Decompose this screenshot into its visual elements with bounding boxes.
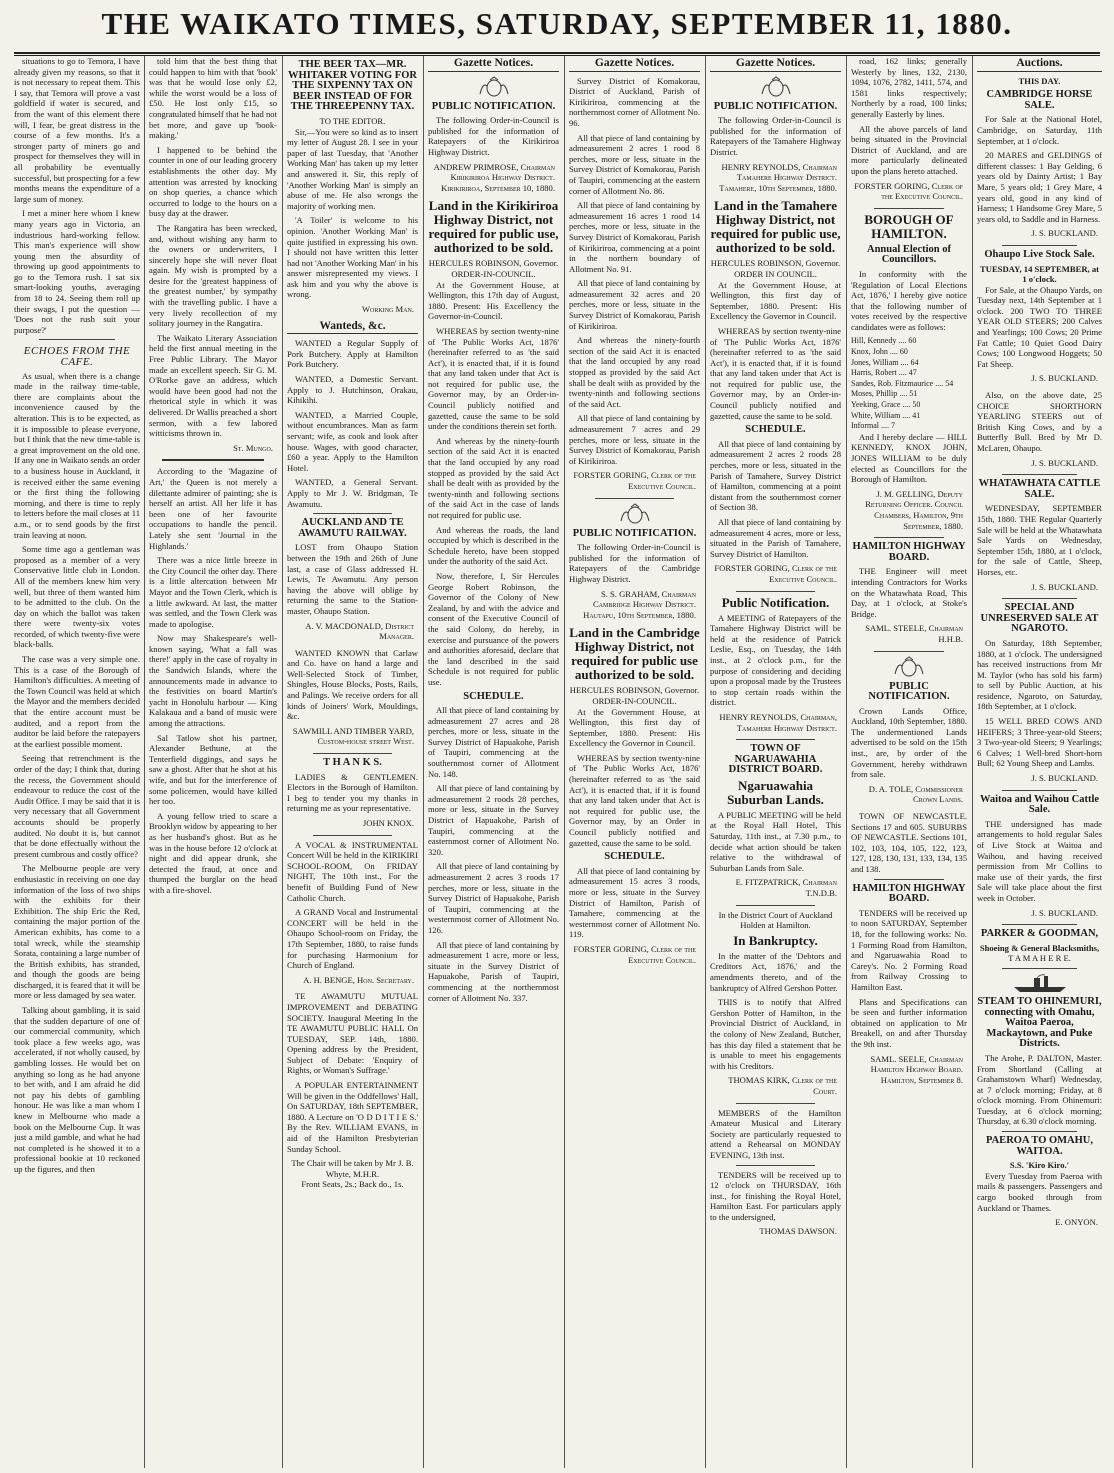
notice-title: Ngaruawahia Suburban Lands. — [727, 777, 824, 807]
column-8 — [977, 56, 1102, 1468]
signature: SAML. STEELE, Chairman H.H.B. — [865, 623, 963, 644]
notice-paragraph: At the Government House, at Wellington, this 17th day of August, 1880. Present: His Excellency the Governor-in-Council. — [428, 279, 559, 322]
notice-paragraph: WHEREAS by section twenty-nine of 'The Public Works Act, 1876' (hereinafter referred to as 'the said Act'), it is enacted that, if it is found that any land taken under that Act is not required for public use, the Governor may, by an Order-in-Council publicly notified and gazetted, cause the same to be sold under the conditions therein set forth. — [428, 325, 559, 432]
schedule-item: All that piece of land containing by admeasurement 2 acres 1 rood 8 perches, more or less, situate in the Survey District of Komakorau, Parish of Taupiri, commencing at the eastern corner of Allotment No. 86. — [569, 132, 700, 196]
auction-paragraph: 15 WELL BRED COWS AND HEIFERS; 3 Three-year-old Steers; 3 Two-year-old Steers; 9 Yearlings; 6 Calves; 1 Well-bred Short-horn Bull; 62 Young Sheep and Lambs. — [977, 716, 1102, 769]
notice-title: Land in the Tamahere Highway District, not required for public use, authorized to be sold. — [710, 198, 841, 256]
signature: E. FITZPATRICK, Chairman T.N.D.B. — [735, 877, 837, 899]
notice-paragraph: WHEREAS by section twenty-nine of 'The Public Works Act, 1876' (hereinafter referred to as 'the said Act'), it is enacted that, if it is found that any land taken under that Act is not required for public use, the Governor may, by an Order-in-Council publicly notified and gazetted, cause the same to be sold. — [710, 325, 841, 421]
article-paragraph: According to the 'Magazine of Art,' the Queen is not merely a dilettante admirer of painting; she is herself an artist. All her life it has been one of her favourite occupations to handle the pencil. Lately she sent 'Journal in the Highlands.' — [149, 466, 277, 551]
auction-heading: CAMBRIDGE HORSE SALE. — [986, 89, 1093, 111]
notice-paragraph: A PUBLIC MEETING will be held at the Royal Hall Hotel, This Saturday, 11th inst., at 7.30 p.m., to decide what action should be taken relative to the withdrawal of Suburban Lands from Sale. — [710, 809, 841, 873]
article-paragraph: told him that the best thing that could happen to him with that 'book' was that he would lose only £2, while the worst would be a loss of £50. He lost only £15, so congratulated himself that he had not bet more, and gave up 'book-making.' — [149, 56, 277, 141]
divider — [1002, 790, 1077, 791]
signature: J. M. GELLING, Deputy Returning Officer. Council Chambers, Hamilton, 9th September, 1880. — [865, 488, 963, 531]
divider — [1002, 1131, 1077, 1132]
schedule-item: All that piece of land containing by admeasurement 2 acres 2 roods 28 perches, more or less, situated in the Parish of Tamahere, Survey District of Hamilton, commencing at a point distant from the southernmost corner of Section 38. — [710, 438, 841, 513]
coat-of-arms-icon — [759, 76, 793, 98]
classified-ad: WANTED, a General Servant. Apply to Mr J. W. Bridgman, Te Awamutu. — [287, 477, 418, 509]
article-paragraph: Talking about gambling, it is said that the sudden departure of one of our commercial community, which took place a few weeks ago, was accelerated, if not wholly caused, by gambling losses. He would bet on anything so long as he had anyone to bet with, and I am afraid he did not pay his debts of gambling honour. He was like a man whom I knew in Melbourne who made a book on the Melbourne Cup. It was just a mild gamble, and what he had not completed is he showed it to a professional bookie at 10 reckoned up the figures, and then — [14, 1005, 140, 1174]
notice-heading: HAMILTON HIGHWAY BOARD. — [852, 541, 966, 563]
column-5 — [569, 56, 700, 1468]
article-paragraph: As usual, when there is a change made in the railway time-table, there are complaints about the inconvenience caused by the alteration. This is to be expected, as it is impossible to please everyone, but I think that the new time-table is a great improvement on the old one. If any one in Waikato sends an order to a business house in Auckland, it is received either the same evening or the first thing the following morning, and there is time to reply to letters before the mail closes at 11 a.m., or to send goods by the first train leaving at noon. — [14, 370, 140, 540]
notice-paragraph: MEMBERS of the Hamilton Amateur Musical and Literary Society are particularly requested to attend a Rehearsal on MONDAY EVENING, 13th inst. — [710, 1107, 841, 1160]
auction-heading: Waitoa and Waihou Cattle Sale. — [979, 793, 1100, 816]
article-paragraph: Sal Tatlow shot his partner, Alexander Bethune, at the Tenterfield diggings, and says he saw a ghost. After that he shot at his wife, and but for the interference of some policemen, would have killed her too. — [149, 732, 277, 807]
column-divider — [705, 56, 706, 1468]
coat-of-arms-icon — [618, 503, 652, 525]
classified-ad: WANTED KNOWN that Carlaw and Co. have on hand a large and Well-Selected Stock of Timber, Shingles, House Blocks, Posts, Rails, and Palings. We receive orders for all kinds of Joiners' Work, Mouldings, &c. — [287, 647, 418, 722]
notice-heading: In the District Court of Auckland Holden at Hamilton. — [718, 909, 833, 931]
classified-ad: WANTED, a Married Couple, without encumbrances. Man as farm servant; wife, as cook and look after house. Wages, with good character, £60 a year. Apply to the Hamilton Hotel. — [287, 409, 418, 473]
newspaper-title: THE WAIKATO TIMES, SATURDAY, SEPTEMBER 11, 1880. — [101, 6, 1013, 41]
notice-paragraph: The following Order-in-Council is published for the information of Ratepayers of the Kirikiriroa Highway District. — [428, 115, 559, 157]
vote-row: Jones, William .... 64 — [851, 357, 919, 367]
signature: HENRY REYNOLDS, Chairman Tamahere Highway District. Tamahere, 10th September, 1880. — [719, 161, 837, 193]
divider — [162, 459, 264, 461]
notice-paragraph: The following Order-in-Council is published for the information of Ratepayers of the Cambridge Highway District. — [569, 542, 700, 584]
schedule-item: Survey District of Komakorau, District of Auckland, Parish of Kirikiriroa, commencing at the northernmost corner of Allotment No. 96. — [569, 75, 700, 128]
article-paragraph: The Waikato Literary Association held the first annual meeting in the Free Public Library. The Mayor made an excellent speech. Sir G. M. O'Rorke gave an address, which would have been good had not the rhetorical style in which it was delivered. Dr Wallis preached a short sermon, with a few labored witticisms thrown in. — [149, 332, 277, 439]
shipping-heading: PAEROA TO OMAHU, WAITOA. — [985, 1135, 1094, 1157]
signature: A. H. BENGE, Hon. Secretary. — [303, 974, 414, 985]
letter-heading: THE BEER TAX—MR. WHITAKER VOTING FOR THE SIXPENNY TAX ON BEER INSTEAD OF FOR THE THREEPENNY TAX. — [288, 59, 417, 113]
signature: SAWMILL AND TIMBER YARD, Custom-house street West. — [292, 725, 414, 747]
section-heading: Auctions. — [977, 58, 1102, 72]
signature: Working Man. — [361, 304, 414, 315]
column-divider — [564, 56, 565, 1468]
divider — [874, 537, 944, 538]
notice-paragraph: TENDERS will be received up to 12 o'clock on THURSDAY, 16th inst., for finishing the Royal Hotel, Hamilton East. For particulars apply to the undersigned, — [710, 1169, 841, 1222]
notice-paragraph: And I hereby declare — HILL KENNEDY, KNOX JOHN, JONES WILLIAM to be duly elected as Councillors for the Borough of Hamilton. — [851, 431, 967, 485]
signature: FORSTER GORING, Clerk of the Executive Council. — [714, 563, 837, 584]
divider — [1002, 598, 1077, 599]
article-paragraph: 'A Toiler' is welcome to his opinion. 'Another Working Man' is quite justified in expressing his own. I should not have written this letter had not 'Another Working Man' in his answer misrepresented my views. I ask him and you why the above is wrong. — [287, 215, 418, 300]
article-paragraph: Seeing that retrenchment is the order of the day; I think that, during the recess, the Government should endeavour to reduce the cost of the Audit Office. I may be said that it is very necessary that all Government accounts should be properly audited. No doubt it is, but cannot that be done effectually without the present cumbrous and costly office? — [14, 753, 140, 859]
vote-row: Yeeking, Grace .... 50 — [851, 400, 921, 410]
divider — [313, 753, 392, 754]
signature: HERCULES ROBINSON, Governor. ORDER IN COUNCIL. — [710, 258, 841, 279]
notice-paragraph: And whereas by the ninety-fourth section of the said Act it is enacted that the land occupied by any road stopped as provided by the said Act shall be dealt with as provided by the twenty-ninth and following sections of the said Act in the case of lands not required for public use. — [428, 435, 559, 520]
steamship-icon — [1010, 973, 1070, 993]
notice-title: Land in the Kirikiriroa Highway District, not required for public use, authorized to be sold. — [428, 198, 559, 256]
signature: FORSTER GORING, Clerk of the Executive Council. — [854, 180, 963, 202]
column-divider — [972, 56, 973, 1468]
signature: St. Mungo. — [233, 442, 273, 453]
classified-ad: LOST from Ohaupo Station between the 19th and 26th of June last, a case of Glass addressed H. Lewis, Te Awamutu. Any person having the above will oblige by returning the same to the Station-master, Ohaupo Station. — [287, 542, 418, 616]
schedule-item: All that piece of land containing by admeasurement 7 acres and 29 perches, more or less, situate in the Survey District of Komakorau, Parish of Kirikiriroa. — [569, 413, 700, 466]
section-heading: Wanteds, &c. — [287, 321, 418, 335]
notice-paragraph: At the Government House, at Wellington, this first day of September, 1880. Present: His Excellency the Governor in Council. — [710, 279, 841, 322]
schedule-item: All that piece of land containing by admeasurement 16 acres 1 rood 14 perches, more or less, situate in the Survey District of Komakorau, Parish of Kirikiriroa, commencing at a point in the northern boundary of Allotment No. 91. — [569, 200, 700, 274]
shipping-paragraph: Every Tuesday from Paeroa with mails & passengers. Passengers and cargo booked through from Auckland or Thames. — [977, 1170, 1102, 1213]
auction-date: TUESDAY, 14 SEPTEMBER, at 1 o'clock. — [980, 263, 1099, 285]
auction-paragraph: Also, on the above date, 25 CHOICE SHORTHORN YEARLING STEERS out of British King Cows, and by a Butterfly Bull. Bred by Mr D. McLaren, Ohaupo. — [977, 390, 1102, 453]
column-4 — [428, 56, 559, 1468]
vote-row: Knox, John .... 60 — [851, 347, 908, 357]
notice-paragraph: The following Order-in-Council is published for the information of Ratepayers of the Tamahere Highway District. — [710, 115, 841, 157]
auction-heading: SPECIAL AND UNRESERVED SALE AT NGAROTO. — [980, 602, 1099, 635]
schedule-heading: SCHEDULE. — [463, 690, 524, 702]
notice-heading: PUBLIC NOTIFICATION. — [431, 100, 556, 112]
notice-paragraph: TENDERS will be received up to noon SATURDAY, September 18, for the following works: No. 1 Forming Road from Hamilton, and Ngaruawahia Road to Carey's. No. 2 Forming Road from Railway Crossing to Hamilton East. — [851, 907, 967, 992]
ad-heading: T H A N K S. — [323, 757, 382, 769]
business-heading: PARKER & GOODMAN, — [980, 928, 1099, 940]
schedule-item: All that piece of land containing by admeasurement 2 acres 3 roods 17 perches, more or less, situate in the Survey District of Hapuakohe, Parish of Taupiri, commencing at the westernmost corner of Allotment No. 126. — [428, 861, 559, 935]
notice-paragraph: THIS is to notify that Alfred Gershon Potter of Hamilton, in the Provincial District of Auckland, in the colony of New Zealand, Butcher, has this day filed a statement that he is unable to meet his engagements with his Creditors. — [710, 997, 841, 1071]
notice-heading: PUBLIC NOTIFICATION. — [868, 680, 950, 703]
schedule-item: road, 162 links; generally Westerly by lines, 132, 2130, 1094, 1076, 2782, 1411, 574, and 1581 links respectively; Northerly by a road, 100 links; generally Easterly by lines. — [851, 56, 967, 119]
notice-paragraph: WHEREAS by section twenty-nine of 'The Public Works Act, 1876' (hereinafter referred to as 'the said Act'), it is enacted that, if it is found that any land taken under that Act is not required for public use, the Governor may, by an Order in Council publicly notified and gazetted, cause the same to be sold. — [569, 752, 700, 848]
notice-paragraph: Crown Lands Office, Auckland, 10th September, 1880. The undermentioned Lands advertised to be sold on the 15th inst., are, by order of the Government, hereby withdrawn from sale. — [851, 705, 967, 780]
signature: D. A. TOLE, Commissioner Crown Lands. — [868, 783, 963, 805]
divider — [874, 651, 944, 652]
divider — [39, 339, 115, 340]
divider — [595, 498, 674, 499]
schedule-heading: SCHEDULE. — [745, 424, 806, 436]
divider — [313, 835, 392, 836]
vote-row: Hill, Kennedy .... 60 — [851, 336, 917, 346]
auction-heading: Ohaupo Live Stock Sale. — [984, 248, 1095, 260]
notice-paragraph: A MEETING of Ratepayers of the Tamahere Highway District will be held at the residence of Patrick Leslie, Esq., on Tuesday, the 14th inst., at 2 o'clock p.m., for the purpose of considering and deciding upon a proposal made by the Trustees to stop certain roads within the district. — [710, 612, 841, 708]
notice-title: Public Notification. — [721, 594, 830, 610]
section-heading: Gazette Notices. — [569, 58, 700, 72]
notice-paragraph: Plans and Specifications can be seen and further information obtained on application to Mr Breakell, on and after Thursday the 9th inst. — [851, 996, 967, 1049]
vote-row: White, William .... 41 — [851, 410, 921, 420]
auction-paragraph: THE undersigned has made arrangements to hold regular Sales of Live Stock at Waitoa and Waihou, and having received permission from Mr Collins to make use of their yards, the first Sale will take place about the first week in October. — [977, 818, 1102, 903]
shipping-paragraph: The Arohe, P. DALTON, Master. From Shortland (Calling at Grahamstown Wharf) Wednesday, at 7 o'clock morning; Friday, at 8 o'clock morning. From Ohinemuri: Tuesday, at 6 o'clock morning; Thursday, at 6.30 o'clock morning. — [977, 1052, 1102, 1127]
ad-note: Front Seats, 2s.; Back do., 1s. — [301, 1179, 404, 1190]
notice-heading: Annual Election of Councillors. — [866, 243, 951, 266]
vote-tally — [851, 336, 967, 431]
newspaper-columns — [14, 56, 1102, 1468]
article-paragraph: The case was a very simple one. This is a case of the Borough of Hamilton's difficulties. A meeting of the Town Council was held at which the Mayor and the members decided that the entire account must be audited, and a report from the auditor be laid before the ratepayers at the earliest possible moment. — [14, 654, 140, 749]
auction-paragraph: On Saturday, 18th September, 1880, at 1 o'clock. The undersigned has received instructions from Mr M. Taylor (who has sold his farm) to sell by Public Auction, at his residence, Ngaroto, on Saturday, 18th September, at 1 o'clock. — [977, 637, 1102, 712]
schedule-item: All that piece of land containing by admeasurement 4 acres, more or less, situated in the Parish of Tamahere, Survey District of Hamilton. — [710, 517, 841, 559]
classified-ad: A POPULAR ENTERTAINMENT Will be given in the Oddfellows' Hall, On SATURDAY, 18th SEPTEMBER, 1880. A Lecture on 'O D D I T I E S.' By the Rev. WILLIAM EVANS, in aid of the Hamilton Presbyterian Sunday School. — [287, 1080, 418, 1154]
column-7 — [851, 56, 967, 1468]
column-divider — [846, 56, 847, 1468]
divider — [1002, 924, 1077, 925]
notice-paragraph: TOWN OF NEWCASTLE. Sections 17 and 605. SUBURBS OF NEWCASTLE. Sections 101, 102, 103, 104, 105, 122, 123, 127, 128, 130, 131, 133, 134, 135 and 138. — [851, 811, 967, 874]
notice-paragraph: In conformity with the 'Regulation of Local Elections Act, 1876,' I hereby give notice that the following number of votes received by the respective candidates were as follows: — [851, 268, 967, 332]
masthead — [0, 4, 1114, 54]
signature: J. S. BUCKLAND. — [1031, 581, 1098, 592]
column-divider — [144, 56, 145, 1468]
signature: J. S. BUCKLAND. — [1031, 773, 1098, 784]
notice-title: Land in the Cambridge Highway District, not required for public use authorized to be sold. — [569, 625, 700, 683]
column-3 — [287, 56, 418, 1468]
classified-ad: A VOCAL & INSTRUMENTAL Concert Will be held in the KIRIKIRI SCHOOL-ROOM, On FRIDAY NIGHT, The 10th inst., For the benefit of Building Fund of New Catholic Church. — [287, 839, 418, 903]
divider — [1002, 968, 1077, 969]
signature: S. S. GRAHAM, Chairman Cambridge Highway District. Hautapu, 10th September, 1880. — [583, 588, 696, 620]
auction-heading: WHATAWHATA CATTLE SALE. — [978, 478, 1101, 500]
divider — [736, 591, 815, 592]
signature: JOHN KNOX. — [362, 818, 414, 828]
schedule-item: All the above parcels of land being situated in the Provincial District of Auckland, and are more particularly delineated upon the plans hereto attached. — [851, 123, 967, 176]
signature: SAML. SEELE, Chairman Hamilton Highway Board. Hamilton, September 8. — [870, 1053, 963, 1085]
column-1 — [14, 56, 140, 1468]
classified-ad: A GRAND Vocal and Instrumental CONCERT will be held in the Ohaupo School-room on Friday, the 17th September, 1880, to raise funds for purchasing Harmonium for Church of England. — [287, 907, 418, 971]
schedule-item: All that piece of land containing by admeasurement 15 acres 3 roods, more or less, situate in the Survey District of Hamilton, Parish of Tamahere, commencing at the westernmost corner of Allotment No. 119. — [569, 865, 700, 940]
coat-of-arms-icon — [477, 76, 511, 98]
schedule-item: All that piece of land containing by admeasurement 32 acres and 20 perches, more or less, situate in the Survey District of Komakorau, Parish of Kirikiriroa. — [569, 278, 700, 331]
divider — [736, 1103, 815, 1104]
notice-heading: PUBLIC NOTIFICATION. — [572, 527, 697, 539]
signature: FORSTER GORING, Clerk of the Executive Council. — [573, 943, 696, 965]
signature: J. S. BUCKLAND. — [1031, 457, 1098, 468]
notice-heading: PUBLIC NOTIFICATION. — [713, 100, 838, 112]
article-paragraph: Now may Shakespeare's well-known saying, 'What a fall was there!' apply in the case of royalty in the Sandwich Islands, where the announcements made in advance to the festivities on board Martin's yacht in Honolulu harbour — King Kalakaua and a band of music were among the attractions. — [149, 633, 277, 729]
divider — [874, 208, 944, 209]
notice-paragraph: Now, therefore, I, Sir Hercules George Robert Robinson, the Governor of the Colony of New Zealand, by and with the advice and consent of the Executive Council of the said Colony, do hereby, in exercise and pursuance of the powers and authorities aforesaid, declare that the land described in the said Schedule is not required for public use. — [428, 570, 559, 687]
article-paragraph: situations to go to Temora, I have already given my reasons, so that it is not necessary to repeat them. This I say, that Temora will prove a vast goldfield if water is secured, and from the want of this element there will, I fear, be great distress in the course of a few months. It's a stronger party of miners go and prospect for themselves they will in all probability be eventually successful, but prospecting for a few months means the expenditure of a large sum of money. — [14, 56, 140, 204]
business-location: T A M A H E R E. — [1008, 953, 1071, 964]
article-paragraph: I happened to be behind the counter in one of our leading grocery establishments the other day. My attention was arrested by knocking on shop queries, a chance which occurred to lodge to the hours on a busy day at the drawer. — [149, 144, 277, 219]
signature: HERCULES ROBINSON, Governor. ORDER-IN-COUNCIL. — [428, 258, 559, 279]
classified-ad: WANTED a Regular Supply of Pork Butchery. Apply at Hamilton Pork Butchery. — [287, 338, 418, 370]
article-paragraph: There was a nice little breeze in the City Council the other day. There is a little altercation between Mr Mayor and the Town Clerk, which is a little awkward. At last, the matter was settled, and the Town Clerk was made to apologise. — [149, 555, 277, 629]
signature: HENRY REYNOLDS, Chairman, Tamahere Highway District. — [719, 711, 837, 733]
schedule-item: And whereas the ninety-fourth section of the said Act it is enacted that the land occupied by any road stopped as provided by the said Act shall be dealt with as provided by the twenty-ninth and following sections of the said Act. — [569, 335, 700, 409]
column-divider — [423, 56, 424, 1468]
auction-date: THIS DAY. — [1018, 75, 1061, 86]
signature: J. S. BUCKLAND. — [1031, 907, 1098, 918]
article-paragraph: Some time ago a gentleman was proposed as a member of a very Conservative little club in London. All of the members knew him very well, but three of them wanted him to be admitted to the club. On the day on which the ballot was taken there were twenty-six votes recorded, of which twenty-five were black-balls. — [14, 544, 140, 650]
signature: THOMAS DAWSON. — [759, 1226, 837, 1237]
article-paragraph: The Melbourne people are very enthusiastic in receiving on one day information of the loss of two ships with the exhibits for their Exhibition. The ship Eric the Red, containing the major portion of the American exhibits, has come to a total wreck, while the steamship Sorata, containing a large number of the British exhibits, has stranded, and though the goods are being discharged, it is feared that it will be more or less damaged by sea water. — [14, 863, 140, 1001]
article-paragraph: A young fellow tried to scare a Brooklyn widow by appearing to her as her husband's ghost. But as he was in the house before 12 o'clock at night and did appear drunk, she detected the fraud, at once and thumped the burglar on the head with a fire-shovel. — [149, 810, 277, 895]
notice-paragraph: In the matter of the 'Debtors and Creditors Act, 1876,' and the amendments thereto, and of the bankruptcy of Alfred Gershon Potter. — [710, 950, 841, 993]
business-subheading: Shoeing & General Blacksmiths, — [979, 942, 1100, 953]
classified-ad: WANTED, a Domestic Servant. Apply to J. Hutchinson, Orakau, Kihikihi. — [287, 374, 418, 406]
schedule-item: All that piece of land containing by admeasurement 27 acres and 28 perches, more or less, situate in the Survey District of Hapuakohe, Parish of Taupiri, commencing at the southernmost corner of Allotment No. 148. — [428, 705, 559, 779]
section-heading: Gazette Notices. — [710, 58, 841, 72]
column-2 — [149, 56, 277, 1468]
notice-heading: TOWN OF NGARUAWAHIA DISTRICT BOARD. — [728, 743, 823, 776]
ad-heading: AUCKLAND AND TE AWAMUTU RAILWAY. — [298, 517, 407, 539]
auction-paragraph: WEDNESDAY, SEPTEMBER 15th, 1880. THE Regular Quarterly Sale will be held at the Whatawhata Sale Yards on Wednesday, September 15th, 1880, at 1 o'clock, for the sale of Cattle, Sheep, Horses, etc. — [977, 503, 1102, 577]
notice-paragraph: THE Engineer will meet intending Contractors for Works on the Whatawhata Road, This Day, at 1 o'clock, at Stoke's Bridge. — [851, 566, 967, 619]
notice-paragraph: At the Government House, at Wellington, this first day of September, 1880. Present: His Excellency the Governor in Council. — [569, 706, 700, 749]
divider — [736, 739, 815, 740]
article-paragraph: The Rangatira has been wrecked, and, without wishing any harm to the owners or underwriters, I sincerely hope she will never float again. My wish is prompted by a desire for the 'greatest happiness of the greatest number,' by sympathy with the travelling public. I have a very lively recollection of my solitary journey in the Rangatira. — [149, 222, 277, 329]
divider — [736, 905, 815, 906]
classified-ad: LADIES & GENTLEMEN. Electors in the Borough of Hamilton. I beg to tender you my thanks in returning me as your representative. — [287, 771, 418, 814]
ad-note: The Chair will be taken by Mr J. B. Whyte, M.H.R. — [291, 1158, 414, 1179]
signature: J. S. BUCKLAND. — [1031, 373, 1098, 384]
vote-row: Informal .... 7 — [851, 421, 895, 431]
divider — [736, 1165, 815, 1166]
column-6 — [710, 56, 841, 1468]
signature: J. S. BUCKLAND. — [1031, 228, 1098, 239]
vote-row: Harris, Robert .... 47 — [851, 368, 917, 378]
section-heading: ECHOES FROM THE CAFE. — [23, 345, 131, 369]
signature: THOMAS KIRK, Clerk of the Court. — [728, 1075, 837, 1096]
signature: E. ONYON. — [1055, 1217, 1098, 1228]
article-paragraph: Sir,—You were so kind as to insert my letter of August 28. I see in your paper of last Tuesday, that 'Another Working Man' has taken up my letter and answered it. Sir, this reply of 'Another Working Man' is simply an abuse of me. He also wrongs the majority of working men. — [287, 126, 418, 211]
signature: HERCULES ROBINSON, Governor. ORDER-IN-COUNCIL. — [569, 685, 700, 706]
notice-heading: HAMILTON HIGHWAY BOARD. — [852, 882, 966, 905]
letter-subheading: TO THE EDITOR. — [319, 115, 386, 126]
schedule-item: All that piece of land containing by admeasurement 2 roods 28 perches, more or less, situate in the Survey District of Hapuakohe, Parish of Taupiri, commencing at the easternmost corner of Allotment No. 320. — [428, 783, 559, 857]
divider — [313, 513, 392, 514]
schedule-item: All that piece of land containing by admeasurement 1 acre, more or less, situate in the Survey District of Hapuakohe, Parish of Taupiri, commencing at the northernmost corner of Allotment No. 337. — [428, 939, 559, 1003]
schedule-heading: SCHEDULE. — [604, 851, 665, 863]
auction-paragraph: For Sale, at the Ohaupo Yards, on Tuesday next, 14th September at 1 o'clock. 200 TWO TO THREE YEAR OLD STEERS; 200 Calves and Yearlings; 100 Cows; 20 Prime Fat Cattle; 10 Quiet Good Dairy Cows; 100 Longwood Hoggets; 50 Fat Sheep. — [977, 284, 1102, 369]
section-heading: Gazette Notices. — [428, 58, 559, 72]
column-divider — [282, 56, 283, 1468]
auction-paragraph: 20 MARES and GELDINGS of different classes: 1 Bay Gelding, 6 years old by Dainty Artist; 1 Bay Mare, 5 years old; 1 Grey Mare, 4 years old, good in any kind of Harness; 1 Handsome Grey Mare, 5 years old, to Saddle and in Harness. — [977, 150, 1102, 224]
coat-of-arms-icon — [892, 656, 926, 678]
article-paragraph: I met a miner here whom I knew many years ago in Victoria, an industrious hard-working fellow. This man's experience will show young men the absurdity of throwing up good appointments to go to the Temora rush. I sat six smart-looking youths, averaging from 18 to 24. Seeing them roll up their swags, I put the question — 'Does not the rush suit your purpose?' — [14, 208, 140, 335]
auction-paragraph: For Sale at the National Hotel, Cambridge, on Saturday, 11th September, at 1 o'clock. — [977, 114, 1102, 146]
shipping-heading: STEAM TO OHINEMURI, connecting with Omahu, Waitoa Paeroa, Mackaytown, and Puke Districts. — [977, 995, 1102, 1050]
signature: A. V. MACDONALD, District Manager. — [305, 620, 414, 642]
divider — [1002, 474, 1077, 475]
notice-title: BOROUGH OF HAMILTON. — [864, 211, 954, 241]
vote-row: Sandes, Rob. Fitzmaurice .... 54 — [851, 378, 954, 388]
notice-title: In Bankruptcy. — [733, 932, 818, 948]
divider — [1002, 245, 1077, 246]
signature: FORSTER GORING, Clerk of the Executive Council. — [573, 470, 696, 491]
vote-row: Moses, Phillip .... 51 — [851, 389, 918, 399]
ship-name: S.S. 'Kiro Kiro.' — [1009, 1160, 1070, 1171]
signature: ANDREW PRIMROSE, Chairman Kirikiriroa Highway District. Kirikiriroa, September 10, 1880. — [433, 161, 555, 193]
notice-paragraph: And whereas the roads, the land occupied by which is described in the Schedule hereto, have been stopped under the authority of the said Act. — [428, 524, 559, 567]
divider — [874, 879, 944, 880]
classified-ad: TE AWAMUTU MUTUAL IMPROVEMENT and DEBATING SOCIETY. Inaugural Meeting In the TE AWAMUTU PUBLIC HALL On TUESDAY, SEP. 14th, 1880. Opening address by the President, Subject of Debate: 'Enquiry of Rights, or Woman's Suffrage.' — [287, 991, 418, 1076]
